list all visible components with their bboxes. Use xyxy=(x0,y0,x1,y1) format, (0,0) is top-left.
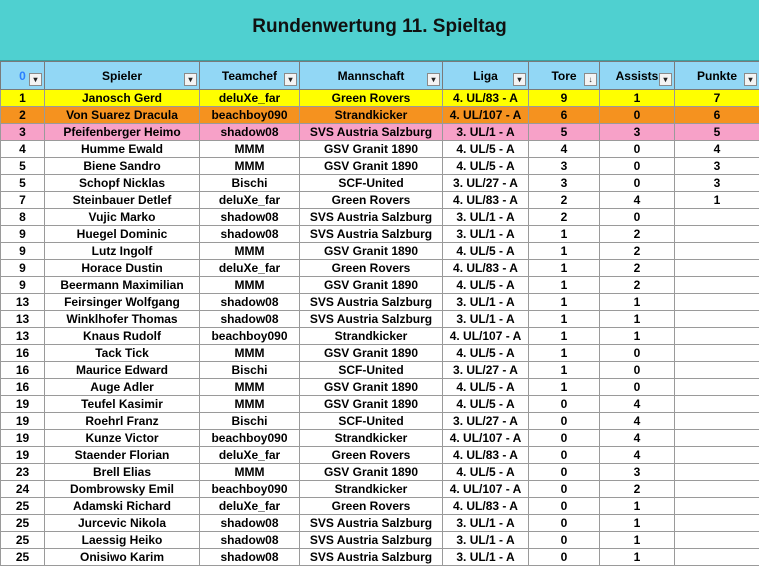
teamchef-cell[interactable]: shadow08 xyxy=(200,226,300,243)
filter-dropdown-icon[interactable]: ▾ xyxy=(184,73,197,86)
player-cell[interactable]: Vujic Marko xyxy=(45,209,200,226)
punkte-cell[interactable] xyxy=(675,396,759,413)
punkte-cell[interactable] xyxy=(675,464,759,481)
team-cell[interactable]: SVS Austria Salzburg xyxy=(300,209,443,226)
assists-cell[interactable]: 2 xyxy=(600,277,675,294)
assists-cell[interactable]: 1 xyxy=(600,532,675,549)
punkte-cell[interactable] xyxy=(675,447,759,464)
header-assists[interactable] xyxy=(600,62,675,90)
header-punkte[interactable] xyxy=(675,62,759,90)
table-body xyxy=(1,90,759,566)
player-cell[interactable]: Pfeifenberger Heimo xyxy=(45,124,200,141)
assists-cell[interactable]: 1 xyxy=(600,498,675,515)
rank-cell[interactable]: 9 xyxy=(1,277,45,294)
player-cell[interactable]: Von Suarez Dracula xyxy=(45,107,200,124)
liga-cell[interactable]: 3. UL/1 - A xyxy=(443,209,529,226)
filter-dropdown-icon[interactable]: ▾ xyxy=(427,73,440,86)
rank-cell[interactable]: 25 xyxy=(1,515,45,532)
header-liga[interactable] xyxy=(443,62,529,90)
assists-cell[interactable]: 1 xyxy=(600,294,675,311)
rank-cell[interactable]: 9 xyxy=(1,260,45,277)
punkte-cell[interactable] xyxy=(675,430,759,447)
teamchef-cell[interactable]: Bischi xyxy=(200,413,300,430)
team-cell[interactable]: SVS Austria Salzburg xyxy=(300,515,443,532)
header-teamchef[interactable] xyxy=(200,62,300,90)
header-row xyxy=(1,62,759,90)
rank-header-label: 0 xyxy=(19,68,26,83)
assists-cell[interactable]: 0 xyxy=(600,209,675,226)
table-row xyxy=(1,379,759,396)
assists-cell[interactable]: 1 xyxy=(600,549,675,566)
punkte-cell[interactable] xyxy=(675,413,759,430)
standings-table xyxy=(0,61,759,566)
table-row xyxy=(1,328,759,345)
table-row xyxy=(1,107,759,124)
rank-cell[interactable]: 4 xyxy=(1,141,45,158)
teamchef-cell[interactable]: beachboy090 xyxy=(200,481,300,498)
team-cell[interactable]: GSV Granit 1890 xyxy=(300,158,443,175)
player-cell[interactable]: Auge Adler xyxy=(45,379,200,396)
assists-cell[interactable]: 2 xyxy=(600,260,675,277)
punkte-cell[interactable] xyxy=(675,532,759,549)
punkte-cell[interactable] xyxy=(675,311,759,328)
assists-cell[interactable]: 0 xyxy=(600,107,675,124)
rank-cell[interactable]: 24 xyxy=(1,481,45,498)
liga-cell[interactable]: 3. UL/27 - A xyxy=(443,413,529,430)
teamchef-cell[interactable]: shadow08 xyxy=(200,124,300,141)
team-cell[interactable]: SCF-United xyxy=(300,413,443,430)
rank-cell[interactable]: 2 xyxy=(1,107,45,124)
teamchef-cell[interactable]: beachboy090 xyxy=(200,107,300,124)
liga-cell[interactable]: 4. UL/5 - A xyxy=(443,243,529,260)
teamchef-cell[interactable]: shadow08 xyxy=(200,294,300,311)
header-label: Liga xyxy=(473,68,498,83)
assists-cell[interactable]: 1 xyxy=(600,90,675,107)
table-row xyxy=(1,311,759,328)
assists-cell[interactable]: 1 xyxy=(600,515,675,532)
page-title: Rundenwertung 11. Spieltag xyxy=(252,16,507,37)
assists-cell[interactable]: 0 xyxy=(600,362,675,379)
table-row xyxy=(1,175,759,192)
liga-cell[interactable]: 4. UL/83 - A xyxy=(443,447,529,464)
tore-cell[interactable]: 0 xyxy=(529,515,600,532)
team-cell[interactable]: GSV Granit 1890 xyxy=(300,396,443,413)
liga-cell[interactable]: 4. UL/107 - A xyxy=(443,481,529,498)
team-cell[interactable]: SCF-United xyxy=(300,362,443,379)
player-cell[interactable]: Jurcevic Nikola xyxy=(45,515,200,532)
punkte-cell[interactable]: 3 xyxy=(675,175,759,192)
team-cell[interactable]: GSV Granit 1890 xyxy=(300,141,443,158)
table-row xyxy=(1,158,759,175)
team-cell[interactable]: GSV Granit 1890 xyxy=(300,379,443,396)
table-row xyxy=(1,549,759,566)
table-row xyxy=(1,226,759,243)
player-cell[interactable]: Maurice Edward xyxy=(45,362,200,379)
teamchef-cell[interactable]: MMM xyxy=(200,396,300,413)
teamchef-cell[interactable]: MMM xyxy=(200,158,300,175)
teamchef-cell[interactable]: MMM xyxy=(200,243,300,260)
liga-cell[interactable]: 3. UL/1 - A xyxy=(443,226,529,243)
teamchef-cell[interactable]: deluXe_far xyxy=(200,90,300,107)
team-cell[interactable]: Strandkicker xyxy=(300,328,443,345)
rank-cell[interactable]: 16 xyxy=(1,379,45,396)
team-cell[interactable]: GSV Granit 1890 xyxy=(300,464,443,481)
tore-cell[interactable]: 1 xyxy=(529,379,600,396)
table-row xyxy=(1,396,759,413)
liga-cell[interactable]: 4. UL/5 - A xyxy=(443,396,529,413)
punkte-cell[interactable] xyxy=(675,209,759,226)
rank-cell[interactable]: 5 xyxy=(1,158,45,175)
tore-cell[interactable]: 2 xyxy=(529,192,600,209)
teamchef-cell[interactable]: shadow08 xyxy=(200,311,300,328)
player-cell[interactable]: Brell Elias xyxy=(45,464,200,481)
team-cell[interactable]: GSV Granit 1890 xyxy=(300,277,443,294)
teamchef-cell[interactable]: shadow08 xyxy=(200,515,300,532)
table-row xyxy=(1,413,759,430)
punkte-cell[interactable]: 7 xyxy=(675,90,759,107)
team-cell[interactable]: Green Rovers xyxy=(300,260,443,277)
punkte-cell[interactable] xyxy=(675,515,759,532)
player-cell[interactable]: Laessig Heiko xyxy=(45,532,200,549)
punkte-cell[interactable]: 1 xyxy=(675,192,759,209)
tore-cell[interactable]: 3 xyxy=(529,158,600,175)
table-row xyxy=(1,464,759,481)
filter-dropdown-icon[interactable]: ▾ xyxy=(744,73,757,86)
teamchef-cell[interactable]: beachboy090 xyxy=(200,328,300,345)
punkte-cell[interactable] xyxy=(675,379,759,396)
punkte-cell[interactable] xyxy=(675,481,759,498)
header-label: Punkte xyxy=(696,68,737,83)
teamchef-cell[interactable]: beachboy090 xyxy=(200,430,300,447)
player-cell[interactable]: Winklhofer Thomas xyxy=(45,311,200,328)
teamchef-cell[interactable]: shadow08 xyxy=(200,549,300,566)
assists-cell[interactable]: 0 xyxy=(600,345,675,362)
title-bar xyxy=(0,0,759,61)
liga-cell[interactable]: 3. UL/1 - A xyxy=(443,515,529,532)
player-cell[interactable]: Feirsinger Wolfgang xyxy=(45,294,200,311)
rank-cell[interactable]: 1 xyxy=(1,90,45,107)
rank-cell[interactable]: 25 xyxy=(1,498,45,515)
team-cell[interactable]: Strandkicker xyxy=(300,107,443,124)
tore-cell[interactable]: 0 xyxy=(529,549,600,566)
tore-cell[interactable]: 1 xyxy=(529,226,600,243)
sort-filter-icon[interactable]: ↓ xyxy=(584,73,597,86)
liga-cell[interactable]: 3. UL/1 - A xyxy=(443,124,529,141)
rank-cell[interactable]: 25 xyxy=(1,532,45,549)
player-cell[interactable]: Janosch Gerd xyxy=(45,90,200,107)
assists-cell[interactable]: 4 xyxy=(600,413,675,430)
player-cell[interactable]: Roehrl Franz xyxy=(45,413,200,430)
teamchef-cell[interactable]: deluXe_far xyxy=(200,260,300,277)
table-row xyxy=(1,260,759,277)
tore-cell[interactable]: 1 xyxy=(529,294,600,311)
punkte-cell[interactable] xyxy=(675,243,759,260)
table-row xyxy=(1,345,759,362)
filter-dropdown-icon[interactable]: ▾ xyxy=(284,73,297,86)
tore-cell[interactable]: 0 xyxy=(529,532,600,549)
liga-cell[interactable]: 3. UL/1 - A xyxy=(443,549,529,566)
rank-cell[interactable]: 8 xyxy=(1,209,45,226)
table-row xyxy=(1,447,759,464)
rank-cell[interactable]: 19 xyxy=(1,413,45,430)
table-row xyxy=(1,532,759,549)
assists-cell[interactable]: 3 xyxy=(600,124,675,141)
tore-cell[interactable]: 3 xyxy=(529,175,600,192)
team-cell[interactable]: SVS Austria Salzburg xyxy=(300,294,443,311)
rank-cell[interactable]: 5 xyxy=(1,175,45,192)
tore-cell[interactable]: 0 xyxy=(529,498,600,515)
player-cell[interactable]: Steinbauer Detlef xyxy=(45,192,200,209)
punkte-cell[interactable] xyxy=(675,277,759,294)
liga-cell[interactable]: 4. UL/107 - A xyxy=(443,430,529,447)
tore-cell[interactable]: 6 xyxy=(529,107,600,124)
rank-cell[interactable]: 16 xyxy=(1,345,45,362)
filter-dropdown-icon[interactable]: ▾ xyxy=(513,73,526,86)
player-cell[interactable]: Humme Ewald xyxy=(45,141,200,158)
player-cell[interactable]: Knaus Rudolf xyxy=(45,328,200,345)
table-row xyxy=(1,90,759,107)
tore-cell[interactable]: 0 xyxy=(529,396,600,413)
tore-cell[interactable]: 0 xyxy=(529,464,600,481)
header-label: Assists xyxy=(615,68,659,83)
player-cell[interactable]: Tack Tick xyxy=(45,345,200,362)
tore-cell[interactable]: 1 xyxy=(529,311,600,328)
rank-cell[interactable]: 13 xyxy=(1,294,45,311)
rank-cell[interactable]: 7 xyxy=(1,192,45,209)
table-row xyxy=(1,141,759,158)
rank-cell[interactable]: 23 xyxy=(1,464,45,481)
header-rank[interactable] xyxy=(1,62,45,90)
tore-cell[interactable]: 5 xyxy=(529,124,600,141)
liga-cell[interactable]: 4. UL/107 - A xyxy=(443,107,529,124)
teamchef-cell[interactable]: MMM xyxy=(200,464,300,481)
rank-cell[interactable]: 19 xyxy=(1,430,45,447)
tore-cell[interactable]: 0 xyxy=(529,413,600,430)
player-cell[interactable]: Huegel Dominic xyxy=(45,226,200,243)
punkte-cell[interactable]: 5 xyxy=(675,124,759,141)
assists-cell[interactable]: 2 xyxy=(600,226,675,243)
liga-cell[interactable]: 4. UL/83 - A xyxy=(443,260,529,277)
tore-cell[interactable]: 2 xyxy=(529,209,600,226)
table-row xyxy=(1,498,759,515)
player-cell[interactable]: Teufel Kasimir xyxy=(45,396,200,413)
header-tore[interactable] xyxy=(529,62,600,90)
rank-cell[interactable]: 9 xyxy=(1,243,45,260)
teamchef-cell[interactable]: MMM xyxy=(200,141,300,158)
table-row xyxy=(1,481,759,498)
tore-cell[interactable]: 1 xyxy=(529,345,600,362)
filter-dropdown-icon[interactable]: ▾ xyxy=(659,73,672,86)
player-cell[interactable]: Kunze Victor xyxy=(45,430,200,447)
player-cell[interactable]: Dombrowsky Emil xyxy=(45,481,200,498)
player-cell[interactable]: Horace Dustin xyxy=(45,260,200,277)
tore-cell[interactable]: 1 xyxy=(529,328,600,345)
assists-cell[interactable]: 0 xyxy=(600,175,675,192)
punkte-cell[interactable] xyxy=(675,498,759,515)
punkte-cell[interactable] xyxy=(675,226,759,243)
team-cell[interactable]: SVS Austria Salzburg xyxy=(300,226,443,243)
liga-cell[interactable]: 4. UL/5 - A xyxy=(443,158,529,175)
teamchef-cell[interactable]: deluXe_far xyxy=(200,192,300,209)
assists-cell[interactable]: 0 xyxy=(600,379,675,396)
player-cell[interactable]: Biene Sandro xyxy=(45,158,200,175)
header-label: Mannschaft xyxy=(337,68,405,83)
rank-cell[interactable]: 13 xyxy=(1,311,45,328)
teamchef-cell[interactable]: Bischi xyxy=(200,175,300,192)
assists-cell[interactable]: 2 xyxy=(600,243,675,260)
liga-cell[interactable]: 4. UL/5 - A xyxy=(443,345,529,362)
rank-cell[interactable]: 16 xyxy=(1,362,45,379)
team-cell[interactable]: Green Rovers xyxy=(300,192,443,209)
team-cell[interactable]: SVS Austria Salzburg xyxy=(300,532,443,549)
assists-cell[interactable]: 4 xyxy=(600,396,675,413)
liga-cell[interactable]: 3. UL/1 - A xyxy=(443,532,529,549)
liga-cell[interactable]: 4. UL/83 - A xyxy=(443,498,529,515)
table-row xyxy=(1,243,759,260)
team-cell[interactable]: Green Rovers xyxy=(300,447,443,464)
team-cell[interactable]: Green Rovers xyxy=(300,498,443,515)
punkte-cell[interactable] xyxy=(675,549,759,566)
team-cell[interactable]: GSV Granit 1890 xyxy=(300,345,443,362)
liga-cell[interactable]: 3. UL/27 - A xyxy=(443,175,529,192)
tore-cell[interactable]: 4 xyxy=(529,141,600,158)
assists-cell[interactable]: 0 xyxy=(600,158,675,175)
punkte-cell[interactable] xyxy=(675,260,759,277)
tore-cell[interactable]: 9 xyxy=(529,90,600,107)
liga-cell[interactable]: 3. UL/27 - A xyxy=(443,362,529,379)
teamchef-cell[interactable]: shadow08 xyxy=(200,532,300,549)
player-cell[interactable]: Adamski Richard xyxy=(45,498,200,515)
liga-cell[interactable]: 4. UL/83 - A xyxy=(443,90,529,107)
header-spieler[interactable] xyxy=(45,62,200,90)
player-cell[interactable]: Schopf Nicklas xyxy=(45,175,200,192)
liga-cell[interactable]: 4. UL/5 - A xyxy=(443,379,529,396)
tore-cell[interactable]: 0 xyxy=(529,447,600,464)
punkte-cell[interactable] xyxy=(675,328,759,345)
punkte-cell[interactable] xyxy=(675,345,759,362)
rank-cell[interactable]: 25 xyxy=(1,549,45,566)
liga-cell[interactable]: 4. UL/5 - A xyxy=(443,277,529,294)
teamchef-cell[interactable]: MMM xyxy=(200,345,300,362)
tore-cell[interactable]: 1 xyxy=(529,362,600,379)
assists-cell[interactable]: 4 xyxy=(600,430,675,447)
tore-cell[interactable]: 0 xyxy=(529,430,600,447)
team-cell[interactable]: Strandkicker xyxy=(300,481,443,498)
liga-cell[interactable]: 3. UL/1 - A xyxy=(443,311,529,328)
teamchef-cell[interactable]: MMM xyxy=(200,277,300,294)
table-row xyxy=(1,277,759,294)
rank-cell[interactable]: 9 xyxy=(1,226,45,243)
header-label: Spieler xyxy=(101,68,143,83)
teamchef-cell[interactable]: deluXe_far xyxy=(200,498,300,515)
assists-cell[interactable]: 3 xyxy=(600,464,675,481)
tore-cell[interactable]: 1 xyxy=(529,277,600,294)
assists-cell[interactable]: 4 xyxy=(600,192,675,209)
header-mannschaft[interactable] xyxy=(300,62,443,90)
table-row xyxy=(1,430,759,447)
teamchef-cell[interactable]: MMM xyxy=(200,379,300,396)
liga-cell[interactable]: 3. UL/1 - A xyxy=(443,294,529,311)
teamchef-cell[interactable]: shadow08 xyxy=(200,209,300,226)
tore-cell[interactable]: 0 xyxy=(529,481,600,498)
teamchef-cell[interactable]: Bischi xyxy=(200,362,300,379)
rank-cell[interactable]: 19 xyxy=(1,447,45,464)
liga-cell[interactable]: 4. UL/83 - A xyxy=(443,192,529,209)
table-row xyxy=(1,209,759,226)
rank-cell[interactable]: 3 xyxy=(1,124,45,141)
teamchef-cell[interactable]: deluXe_far xyxy=(200,447,300,464)
assists-cell[interactable]: 4 xyxy=(600,447,675,464)
table-row xyxy=(1,124,759,141)
rank-cell[interactable]: 19 xyxy=(1,396,45,413)
table-row xyxy=(1,294,759,311)
punkte-cell[interactable]: 6 xyxy=(675,107,759,124)
punkte-cell[interactable]: 4 xyxy=(675,141,759,158)
rank-cell[interactable]: 13 xyxy=(1,328,45,345)
assists-cell[interactable]: 1 xyxy=(600,311,675,328)
team-cell[interactable]: Strandkicker xyxy=(300,430,443,447)
assists-cell[interactable]: 1 xyxy=(600,328,675,345)
player-cell[interactable]: Onisiwo Karim xyxy=(45,549,200,566)
team-cell[interactable]: GSV Granit 1890 xyxy=(300,243,443,260)
header-label: Teamchef xyxy=(221,68,278,83)
liga-cell[interactable]: 4. UL/5 - A xyxy=(443,464,529,481)
team-cell[interactable]: SCF-United xyxy=(300,175,443,192)
team-cell[interactable]: SVS Austria Salzburg xyxy=(300,311,443,328)
punkte-cell[interactable] xyxy=(675,294,759,311)
punkte-cell[interactable] xyxy=(675,362,759,379)
table-row xyxy=(1,362,759,379)
team-cell[interactable]: Green Rovers xyxy=(300,90,443,107)
assists-cell[interactable]: 0 xyxy=(600,141,675,158)
assists-cell[interactable]: 2 xyxy=(600,481,675,498)
table-row xyxy=(1,192,759,209)
player-cell[interactable]: Lutz Ingolf xyxy=(45,243,200,260)
tore-cell[interactable]: 1 xyxy=(529,260,600,277)
punkte-cell[interactable]: 3 xyxy=(675,158,759,175)
liga-cell[interactable]: 4. UL/5 - A xyxy=(443,141,529,158)
header-label: Tore xyxy=(551,68,577,83)
team-cell[interactable]: SVS Austria Salzburg xyxy=(300,124,443,141)
player-cell[interactable]: Beermann Maximilian xyxy=(45,277,200,294)
filter-dropdown-icon[interactable]: ▾ xyxy=(29,73,42,86)
liga-cell[interactable]: 4. UL/107 - A xyxy=(443,328,529,345)
tore-cell[interactable]: 1 xyxy=(529,243,600,260)
table-row xyxy=(1,515,759,532)
player-cell[interactable]: Staender Florian xyxy=(45,447,200,464)
team-cell[interactable]: SVS Austria Salzburg xyxy=(300,549,443,566)
